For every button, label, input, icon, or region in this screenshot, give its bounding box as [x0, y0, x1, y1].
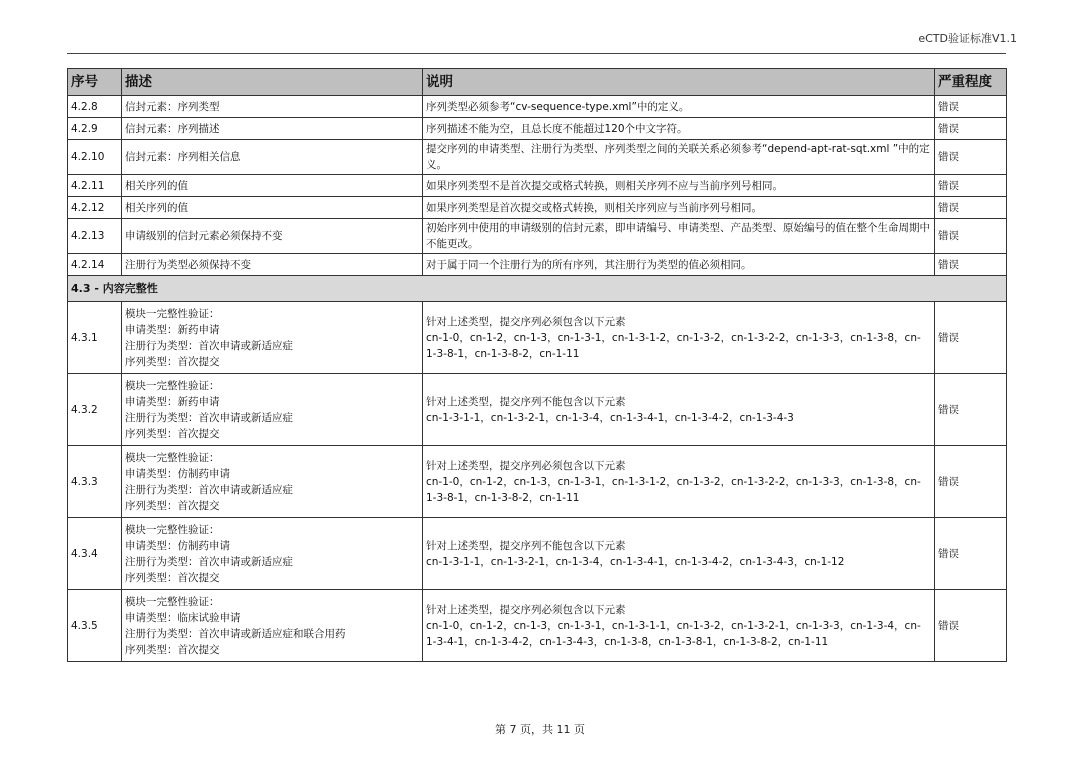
row-description: 相关序列的值 — [122, 197, 423, 219]
table-row — [68, 96, 1007, 118]
row-explanation: 对于属于同一个注册行为的所有序列，其注册行为类型的值必须相同。 — [423, 254, 935, 276]
row-description: 注册行为类型必须保持不变 — [122, 254, 423, 276]
row-number: 4.3.2 — [68, 374, 122, 446]
explanation-line: 针对上述类型，提交序列必须包含以下元素 — [426, 459, 626, 472]
row-description: 申请级别的信封元素必须保持不变 — [122, 219, 423, 254]
document-header-title: eCTD验证标准V1.1 — [918, 32, 1017, 45]
row-explanation — [423, 374, 935, 446]
column-header-severity: 严重程度 — [935, 69, 1007, 96]
row-severity: 错误 — [935, 374, 1007, 446]
row-description: 信封元素：序列描述 — [122, 118, 423, 140]
row-number: 4.2.11 — [68, 175, 122, 197]
table-row — [68, 197, 1007, 219]
description-line: 序列类型：首次提交 — [125, 643, 220, 656]
table-row — [68, 140, 1007, 175]
description-line: 申请类型：仿制药申请 — [125, 467, 230, 480]
row-number: 4.3.5 — [68, 590, 122, 662]
description-line: 注册行为类型：首次申请或新适应症 — [125, 555, 293, 568]
row-severity: 错误 — [935, 96, 1007, 118]
row-severity: 错误 — [935, 254, 1007, 276]
description-line: 申请类型：新药申请 — [125, 323, 220, 336]
section-header-row — [68, 276, 1007, 302]
description-line: 序列类型：首次提交 — [125, 499, 220, 512]
row-number: 4.3.1 — [68, 302, 122, 374]
row-explanation: 序列描述不能为空，且总长度不能超过120个中文字符。 — [423, 118, 935, 140]
description-line: 模块一完整性验证： — [125, 379, 220, 392]
description-line: 序列类型：首次提交 — [125, 355, 220, 368]
row-number: 4.2.8 — [68, 96, 122, 118]
description-line: 申请类型：仿制药申请 — [125, 539, 230, 552]
row-description — [122, 446, 423, 518]
row-number: 4.3.4 — [68, 518, 122, 590]
row-explanation — [423, 518, 935, 590]
row-description — [122, 374, 423, 446]
table-row — [68, 118, 1007, 140]
column-header-number: 序号 — [68, 69, 122, 96]
column-header-explanation: 说明 — [423, 69, 935, 96]
row-explanation: 初始序列中使用的申请级别的信封元素，即申请编号、申请类型、产品类型、原始编号的值在整个生命周期中不能更改。 — [423, 219, 935, 254]
row-severity: 错误 — [935, 175, 1007, 197]
section-title: 4.3 - 内容完整性 — [68, 276, 1007, 302]
validation-criteria-table — [67, 68, 1007, 662]
description-line: 申请类型：临床试验申请 — [125, 611, 241, 624]
explanation-line: cn-1-3-1-1，cn-1-3-2-1，cn-1-3-4，cn-1-3-4-1，cn-1-3-4-2，cn-1-3-4-3 — [426, 411, 794, 424]
description-line: 模块一完整性验证： — [125, 595, 220, 608]
row-description — [122, 590, 423, 662]
page-number-footer: 第 7 页，共 11 页 — [495, 723, 585, 736]
row-description: 信封元素：序列相关信息 — [122, 140, 423, 175]
row-explanation — [423, 302, 935, 374]
row-number: 4.2.10 — [68, 140, 122, 175]
table-row — [68, 518, 1007, 590]
table-row — [68, 175, 1007, 197]
table-row — [68, 219, 1007, 254]
row-description — [122, 518, 423, 590]
table-row — [68, 446, 1007, 518]
column-header-description: 描述 — [122, 69, 423, 96]
description-line: 注册行为类型：首次申请或新适应症 — [125, 483, 293, 496]
description-line: 注册行为类型：首次申请或新适应症 — [125, 339, 293, 352]
row-description: 信封元素：序列类型 — [122, 96, 423, 118]
explanation-line: 针对上述类型，提交序列不能包含以下元素 — [426, 395, 626, 408]
description-line: 模块一完整性验证： — [125, 523, 220, 536]
description-line: 注册行为类型：首次申请或新适应症和联合用药 — [125, 627, 346, 640]
row-number: 4.2.9 — [68, 118, 122, 140]
row-number: 4.3.3 — [68, 446, 122, 518]
description-line: 模块一完整性验证： — [125, 307, 220, 320]
row-severity: 错误 — [935, 197, 1007, 219]
row-description: 相关序列的值 — [122, 175, 423, 197]
row-explanation — [423, 446, 935, 518]
table-row — [68, 590, 1007, 662]
row-explanation — [423, 590, 935, 662]
row-explanation: 如果序列类型不是首次提交或格式转换，则相关序列不应与当前序列号相同。 — [423, 175, 935, 197]
row-explanation: 序列类型必须参考“cv-sequence-type.xml”中的定义。 — [423, 96, 935, 118]
row-severity: 错误 — [935, 518, 1007, 590]
row-severity: 错误 — [935, 219, 1007, 254]
table-row — [68, 374, 1007, 446]
explanation-line: cn-1-3-1-1，cn-1-3-2-1，cn-1-3-4，cn-1-3-4-1，cn-1-3-4-2，cn-1-3-4-3，cn-1-12 — [426, 555, 845, 568]
row-number: 4.2.13 — [68, 219, 122, 254]
description-line: 序列类型：首次提交 — [125, 571, 220, 584]
header-divider — [67, 53, 1006, 54]
explanation-line: cn-1-0，cn-1-2，cn-1-3，cn-1-3-1，cn-1-3-1-2，cn-1-3-2，cn-1-3-2-2，cn-1-3-3，cn-1-3-8，cn-1-3-8-1，cn-1-3-8-2，cn-1-11 — [426, 331, 921, 360]
row-explanation: 提交序列的申请类型、注册行为类型、序列类型之间的关联关系必须参考“depend-apt-rat-sqt.xml ”中的定义。 — [423, 140, 935, 175]
row-severity: 错误 — [935, 140, 1007, 175]
description-line: 序列类型：首次提交 — [125, 427, 220, 440]
row-severity: 错误 — [935, 590, 1007, 662]
row-severity: 错误 — [935, 118, 1007, 140]
explanation-line: 针对上述类型，提交序列不能包含以下元素 — [426, 539, 626, 552]
row-severity: 错误 — [935, 302, 1007, 374]
table-row — [68, 254, 1007, 276]
row-number: 4.2.12 — [68, 197, 122, 219]
table-row — [68, 302, 1007, 374]
description-line: 模块一完整性验证： — [125, 451, 220, 464]
row-explanation: 如果序列类型是首次提交或格式转换，则相关序列应与当前序列号相同。 — [423, 197, 935, 219]
row-description — [122, 302, 423, 374]
row-severity: 错误 — [935, 446, 1007, 518]
table-header-row — [68, 69, 1007, 96]
explanation-line: cn-1-0，cn-1-2，cn-1-3，cn-1-3-1，cn-1-3-1-2，cn-1-3-2，cn-1-3-2-2，cn-1-3-3，cn-1-3-8，cn-1-3-8-1，cn-1-3-8-2，cn-1-11 — [426, 475, 921, 504]
explanation-line: 针对上述类型，提交序列必须包含以下元素 — [426, 315, 626, 328]
description-line: 注册行为类型：首次申请或新适应症 — [125, 411, 293, 424]
description-line: 申请类型：新药申请 — [125, 395, 220, 408]
row-number: 4.2.14 — [68, 254, 122, 276]
explanation-line: cn-1-0，cn-1-2，cn-1-3，cn-1-3-1，cn-1-3-1-1，cn-1-3-2，cn-1-3-2-1，cn-1-3-3，cn-1-3-4，cn-1-3-4-1，cn-1-3-4-2，cn-1-3-4-3，cn-1-3-8，cn-1-3-8-1，cn-1-3-8-2，cn-1-11 — [426, 619, 921, 648]
explanation-line: 针对上述类型，提交序列必须包含以下元素 — [426, 603, 626, 616]
